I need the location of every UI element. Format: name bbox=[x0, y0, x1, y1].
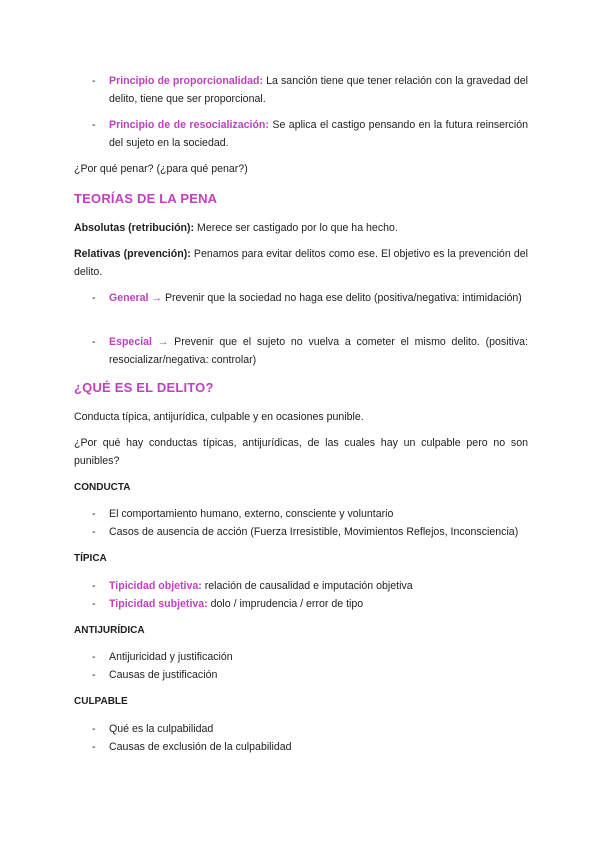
list-dash: - bbox=[92, 119, 96, 131]
text-resocializacion: Se aplica el castigo pensando en la futura reinserción del sujeto en la sociedad. bbox=[109, 119, 528, 149]
arrow-icon: → bbox=[152, 336, 175, 348]
list-dash: - bbox=[92, 580, 96, 592]
list-dash: - bbox=[92, 598, 96, 610]
term-especial: Especial bbox=[109, 336, 152, 348]
label-relativas: Relativas (prevención): bbox=[74, 248, 191, 260]
list-item-resocializacion bbox=[92, 116, 528, 152]
subtitle-conducta: CONDUCTA bbox=[74, 482, 131, 493]
list-item-text: Casos de ausencia de acción (Fuerza Irresistible, Movimientos Reflejos, Inconsciencia) bbox=[109, 526, 519, 538]
list-item-proporcionalidad bbox=[92, 72, 528, 108]
text-tipicidad-subjetiva: dolo / imprudencia / error de tipo bbox=[207, 598, 364, 610]
subtitle-antijuridica: ANTIJURÍDICA bbox=[74, 625, 145, 636]
list-dash: - bbox=[92, 669, 96, 681]
text-especial: Prevenir que el sujeto no vuelva a cometer el mismo delito. (positiva: resocializar/negativa: controlar) bbox=[109, 336, 528, 366]
list-dash: - bbox=[92, 292, 96, 304]
term-resocializacion: Principio de de resocialización: bbox=[109, 119, 269, 131]
list-item bbox=[92, 523, 528, 541]
paragraph-definition: Conducta típica, antijurídica, culpable y en ocasiones punible. bbox=[74, 411, 364, 423]
paragraph-relativas bbox=[74, 245, 528, 281]
list-item-text: Antijuricidad y justificación bbox=[109, 651, 233, 663]
list-item-especial bbox=[92, 333, 528, 369]
list-item-tipicidad-objetiva bbox=[92, 577, 528, 595]
list-dash: - bbox=[92, 75, 96, 87]
list-dash: - bbox=[92, 723, 96, 735]
list-item-text: El comportamiento humano, externo, consciente y voluntario bbox=[109, 508, 394, 520]
paragraph-question: ¿Por qué hay conductas típicas, antijurídicas, de las cuales hay un culpable pero no son punibles? bbox=[74, 437, 528, 467]
list-dash: - bbox=[92, 526, 96, 538]
text-tipicidad-objetiva: relación de causalidad e imputación objetiva bbox=[201, 580, 413, 592]
list-item-tipicidad-subjetiva bbox=[92, 595, 528, 613]
list-item bbox=[92, 720, 528, 738]
list-item bbox=[92, 738, 528, 756]
list-dash: - bbox=[92, 336, 96, 348]
list-item bbox=[92, 505, 528, 523]
text-absolutas: Merece ser castigado por lo que ha hecho. bbox=[194, 222, 398, 234]
heading-delito: ¿QUÉ ES EL DELITO? bbox=[74, 380, 214, 395]
term-proporcionalidad: Principio de proporcionalidad: bbox=[109, 75, 263, 87]
text-proporcionalidad: La sanción tiene que tener relación con la gravedad del delito, tiene que ser proporcional. bbox=[109, 75, 529, 105]
list-item-text: Causas de justificación bbox=[109, 669, 218, 681]
paragraph-absolutas bbox=[74, 219, 528, 237]
text-relativas: Penamos para evitar delitos como ese. El objetivo es la prevención del delito. bbox=[74, 248, 528, 278]
question-why-penar: ¿Por qué penar? (¿para qué penar?) bbox=[74, 163, 248, 175]
arrow-icon: → bbox=[148, 292, 165, 304]
term-tipicidad-subjetiva: Tipicidad subjetiva: bbox=[109, 598, 208, 610]
text-general: Prevenir que la sociedad no haga ese delito (positiva/negativa: intimidación) bbox=[164, 292, 522, 304]
list-item bbox=[92, 648, 528, 666]
term-tipicidad-objetiva: Tipicidad objetiva: bbox=[109, 580, 202, 592]
list-item-general bbox=[92, 289, 528, 307]
heading-teorias: TEORÍAS DE LA PENA bbox=[74, 191, 218, 206]
term-general: General bbox=[109, 292, 149, 304]
list-dash: - bbox=[92, 741, 96, 753]
label-absolutas: Absolutas (retribución): bbox=[74, 222, 195, 234]
list-dash: - bbox=[92, 651, 96, 663]
subtitle-culpable: CULPABLE bbox=[74, 696, 128, 707]
list-item-text: Qué es la culpabilidad bbox=[109, 723, 214, 735]
subtitle-tipica: TÍPICA bbox=[74, 553, 107, 564]
list-dash: - bbox=[92, 508, 96, 520]
list-item bbox=[92, 666, 528, 684]
list-item-text: Causas de exclusión de la culpabilidad bbox=[109, 741, 292, 753]
